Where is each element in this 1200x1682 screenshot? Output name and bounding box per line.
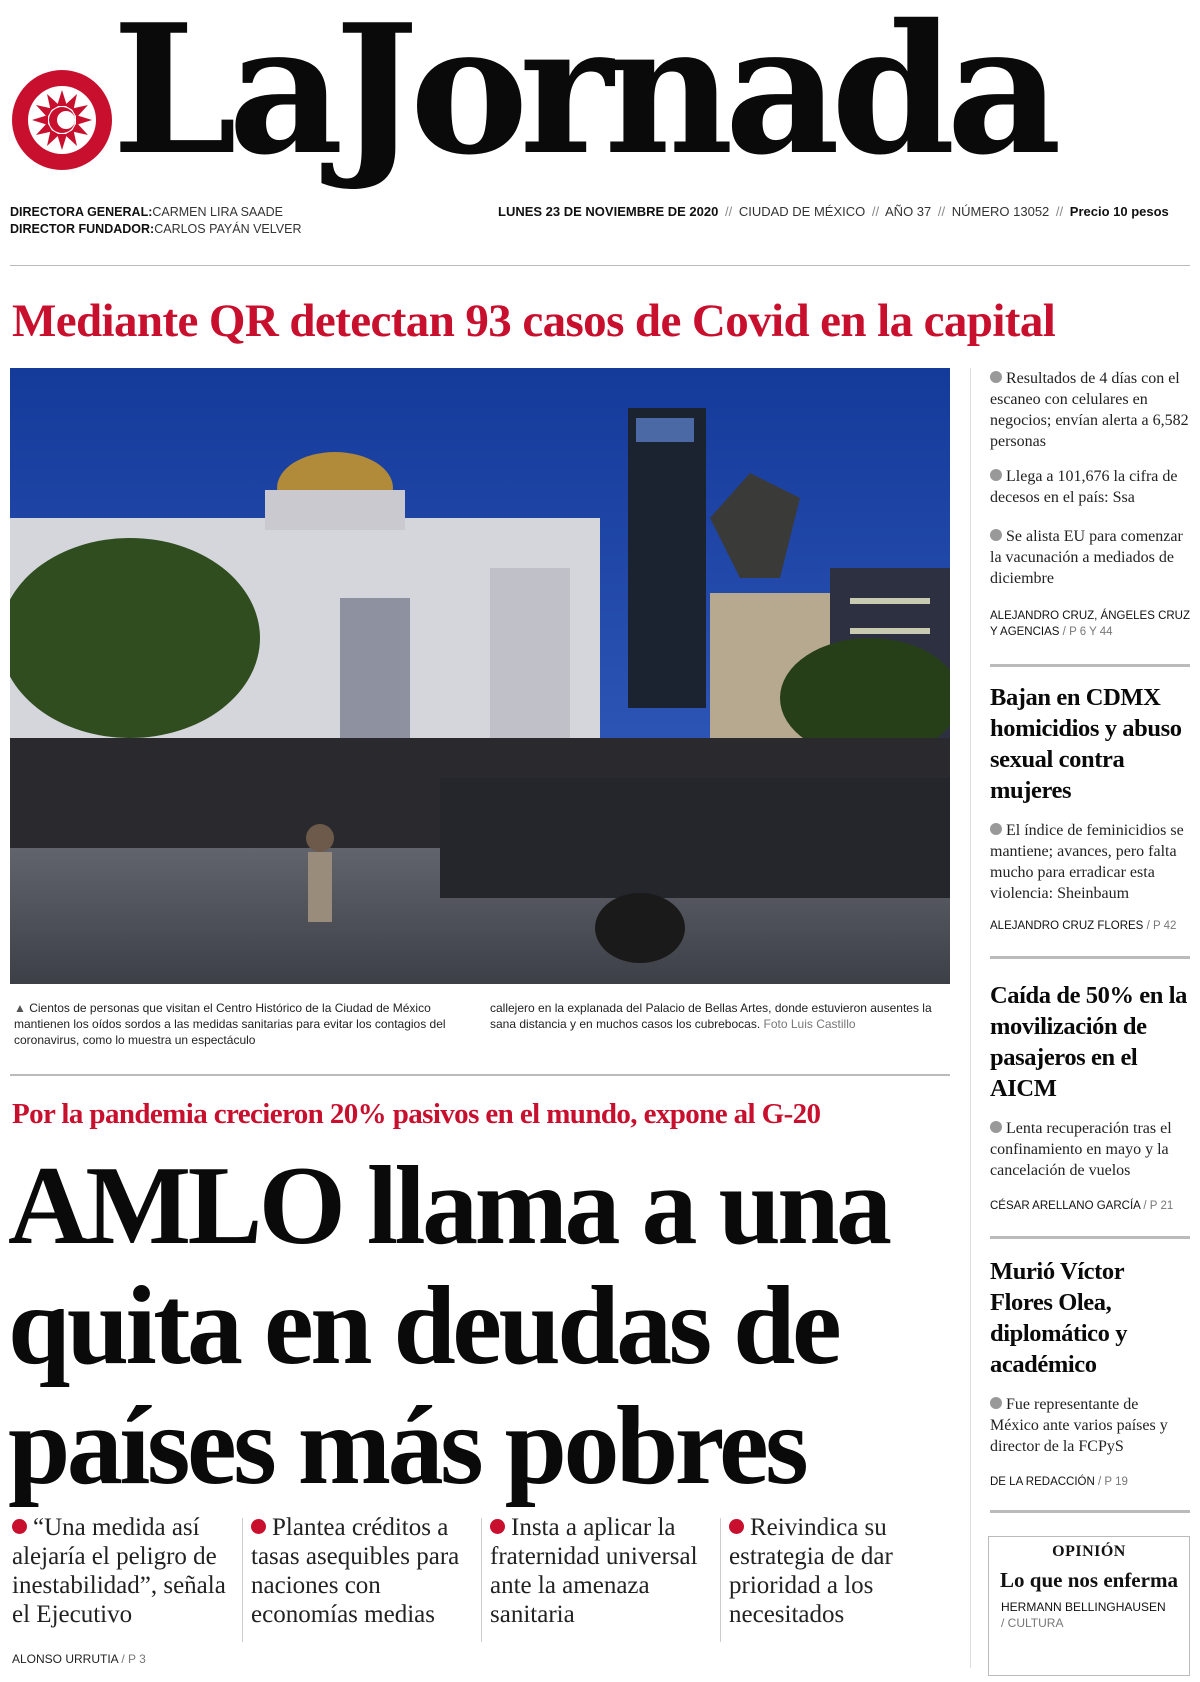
founder-name: CARLOS PAYÁN VELVER [154,222,302,236]
gray-bullet-icon [990,469,1002,481]
red-bullet-icon [490,1519,505,1534]
opinion-label: OPINIÓN [1052,1543,1126,1560]
sidebar-summary: Lenta recuperación tras el confinamiento en mayo y la cancelación de vuelos [990,1120,1172,1179]
masthead-title: LaJornada [112,0,1053,194]
sidebar-byline: DE LA REDACCIÓN / P 19 [990,1476,1128,1488]
masthead-divider [10,265,1190,266]
gray-bullet-icon [990,1121,1002,1133]
sidebar-headline: Bajan en CDMX homicidios y abuso sexual contra mujeres [990,684,1182,804]
opinion-box[interactable] [988,1536,1190,1676]
date: LUNES 23 DE NOVIEMBRE DE 2020 [498,204,719,219]
sidebar-summary: El índice de feminicidios se mantiene; avances, pero falta mucho para erradicar esta violencia: Sheinbaum [990,822,1184,902]
caption-arrow-icon: ▲ [14,1001,30,1015]
gray-bullet-icon [990,823,1002,835]
photo-caption-left: ▲ Cientos de personas que visitan el Centro Histórico de la Ciudad de México mantienen los oídos sordos a las medidas sanitarias para evitar los contagios del coronavirus, como lo muestra un espectáculo [14,1001,446,1047]
opinion-byline: HERMANN BELLINGHAUSEN / CULTURA [1001,1600,1166,1630]
credits [10,204,302,238]
issue-number: NÚMERO 13052 [951,204,1050,219]
column-divider [242,1518,243,1642]
news-photo [10,368,950,984]
sidebar-headline: Murió Víctor Flores Olea, diplomático y académico [990,1258,1128,1378]
founder-label: DIRECTOR FUNDADOR: [10,222,155,236]
sidebar-divider [990,664,1190,667]
sun-logo-icon [10,68,114,172]
red-bullet-icon [251,1519,266,1534]
opinion-title: Lo que nos enferma [1000,1568,1178,1592]
top-bullet: Llega a 101,676 la cifra de decesos en el país: Ssa [990,468,1178,506]
column-divider [481,1518,482,1642]
sidebar-headline: Caída de 50% en la movilización de pasajeros en el AICM [990,982,1187,1102]
director-name: CARMEN LIRA SAADE [152,205,283,219]
top-bullet: Resultados de 4 días con el escaneo con celulares en negocios; envían alerta a 6,582 personas [990,370,1189,450]
top-byline: ALEJANDRO CRUZ, ÁNGELES CRUZ Y AGENCIAS / P 6 Y 44 [990,610,1191,638]
section-divider [10,1074,950,1076]
red-bullet-icon [12,1519,27,1534]
sidebar-divider [990,1510,1190,1513]
dateline: LUNES 23 DE NOVIEMBRE DE 2020 // CIUDAD DE MÉXICO // AÑO 37 // NÚMERO 13052 // Precio 10 pesos [498,204,1169,219]
gray-bullet-icon [990,1397,1002,1409]
photo-caption-right: callejero en la explanada del Palacio de Bellas Artes, donde estuvieron ausentes la sana distancia y en muchos casos los cubrebocas. Foto Luis Castillo [490,1001,932,1031]
price: Precio 10 pesos [1069,204,1169,219]
gray-bullet-icon [990,371,1002,383]
year: AÑO 37 [885,204,932,219]
main-byline: ALONSO URRUTIA / P 3 [12,1652,146,1666]
sidebar-divider [990,956,1190,959]
photo-credit: Foto Luis Castillo [763,1017,856,1031]
city: CIUDAD DE MÉXICO [738,204,866,219]
gray-bullet-icon [990,529,1002,541]
column-rule [970,368,971,1668]
director-label: DIRECTORA GENERAL: [10,205,153,219]
main-bullet: Plantea créditos a tasas asequibles para naciones con economías medias [251,1514,460,1628]
sidebar-byline: ALEJANDRO CRUZ FLORES / P 42 [990,920,1177,932]
main-bullet: “Una medida así alejaría el peligro de inestabilidad”, señala el Ejecutivo [12,1514,226,1628]
sidebar-byline: CÉSAR ARELLANO GARCÍA / P 21 [990,1200,1174,1212]
top-bullet: Se alista EU para comenzar la vacunación a mediados de diciembre [990,528,1183,587]
main-bullet: Insta a aplicar la fraternidad universal ante la amenaza sanitaria [490,1514,698,1628]
sidebar-summary: Fue representante de México ante varios países y director de la FCPyS [990,1396,1168,1455]
top-headline: Mediante QR detectan 93 casos de Covid en la capital [12,295,1056,347]
main-bullet: Reivindica su estrategia de dar prioridad a los necesitados [729,1514,893,1628]
main-headline: AMLO llama a una quita en deudas de países más pobres [8,1144,889,1508]
column-divider [720,1518,721,1642]
red-bullet-icon [729,1519,744,1534]
sidebar-divider [990,1236,1190,1239]
main-kicker: Por la pandemia crecieron 20% pasivos en el mundo, expone al G-20 [12,1098,821,1130]
